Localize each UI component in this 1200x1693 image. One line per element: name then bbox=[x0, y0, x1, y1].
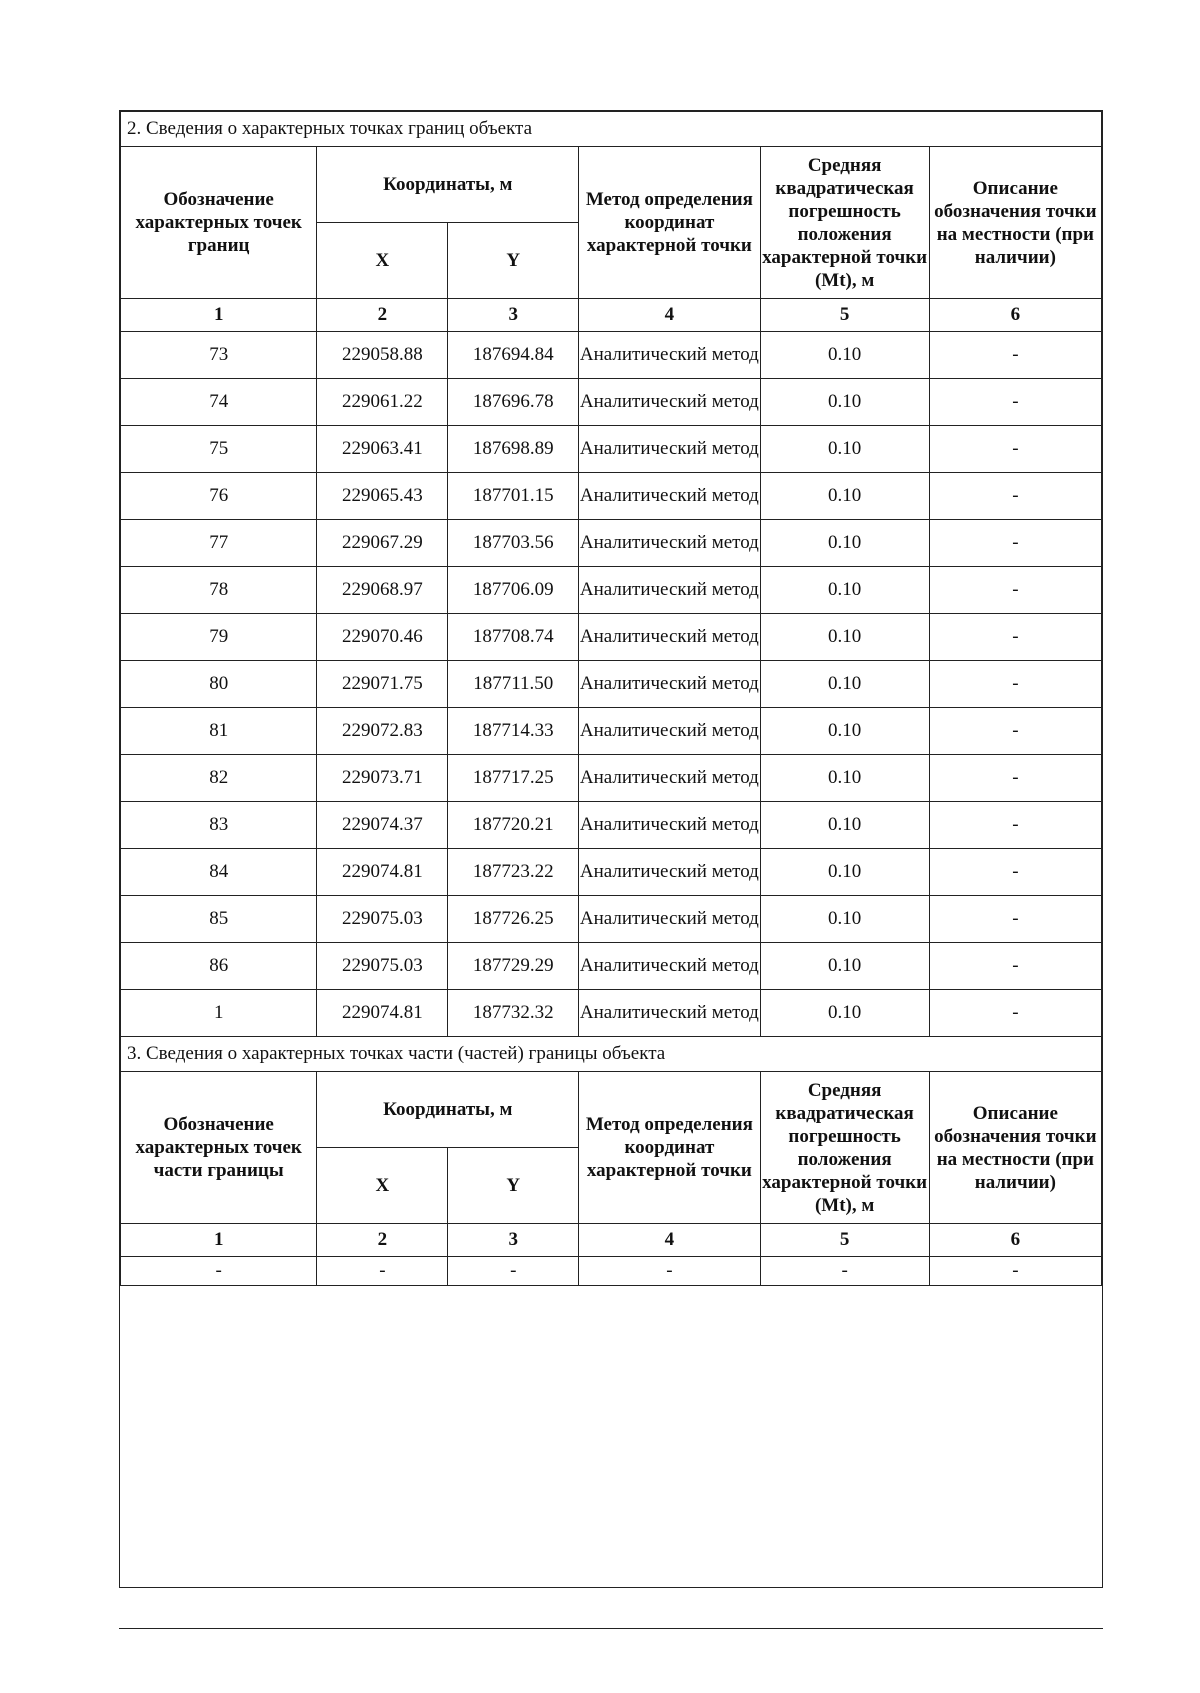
description: - bbox=[929, 473, 1101, 520]
coord-x: 229073.71 bbox=[317, 755, 448, 802]
coord-x: 229075.03 bbox=[317, 943, 448, 990]
error-value: 0.10 bbox=[760, 426, 929, 473]
method: Аналитический метод bbox=[579, 426, 760, 473]
coord-x: 229061.22 bbox=[317, 379, 448, 426]
header-method: Метод определения координат характерной точки bbox=[579, 1072, 760, 1224]
header-method: Метод определения координат характерной точки bbox=[579, 147, 760, 299]
coord-x: 229070.46 bbox=[317, 614, 448, 661]
coord-y: 187701.15 bbox=[448, 473, 579, 520]
table-row bbox=[121, 614, 1102, 661]
header-error: Средняя квадратическая погрешность положения характерной точки (Mt), м bbox=[760, 1072, 929, 1224]
coord-x: 229063.41 bbox=[317, 426, 448, 473]
section3-title: 3. Сведения о характерных точках части (частей) границы объекта bbox=[121, 1037, 1102, 1072]
method: Аналитический метод bbox=[579, 473, 760, 520]
method: Аналитический метод bbox=[579, 708, 760, 755]
error-value: 0.10 bbox=[760, 520, 929, 567]
coord-y: 187694.84 bbox=[448, 332, 579, 379]
table-row bbox=[121, 332, 1102, 379]
description: - bbox=[929, 802, 1101, 849]
coord-x: 229072.83 bbox=[317, 708, 448, 755]
method: Аналитический метод bbox=[579, 614, 760, 661]
description: - bbox=[929, 708, 1101, 755]
description: - bbox=[929, 379, 1101, 426]
coord-x: 229074.37 bbox=[317, 802, 448, 849]
description: - bbox=[929, 520, 1101, 567]
error-value: 0.10 bbox=[760, 379, 929, 426]
coord-y: 187729.29 bbox=[448, 943, 579, 990]
coord-y: 187732.32 bbox=[448, 990, 579, 1037]
description: - bbox=[929, 990, 1101, 1037]
method: Аналитический метод bbox=[579, 802, 760, 849]
coord-x: 229058.88 bbox=[317, 332, 448, 379]
colnum: 4 bbox=[579, 1224, 760, 1257]
table-row bbox=[121, 567, 1102, 614]
error-value: 0.10 bbox=[760, 802, 929, 849]
colnum: 2 bbox=[317, 1224, 448, 1257]
description: - bbox=[929, 896, 1101, 943]
coord-y: 187720.21 bbox=[448, 802, 579, 849]
header-x: X bbox=[317, 1148, 448, 1224]
document-frame bbox=[119, 110, 1103, 1588]
method: Аналитический метод bbox=[579, 332, 760, 379]
point-number: 81 bbox=[121, 708, 317, 755]
header-desc: Описание обозначения точки на местности (при наличии) bbox=[929, 147, 1101, 299]
point-number: 79 bbox=[121, 614, 317, 661]
coord-x: 229065.43 bbox=[317, 473, 448, 520]
method: Аналитический метод bbox=[579, 567, 760, 614]
error-value: 0.10 bbox=[760, 614, 929, 661]
description: - bbox=[929, 755, 1101, 802]
point-number: 82 bbox=[121, 755, 317, 802]
method: Аналитический метод bbox=[579, 520, 760, 567]
coord-y: 187696.78 bbox=[448, 379, 579, 426]
header-x: X bbox=[317, 223, 448, 299]
coord-x: 229067.29 bbox=[317, 520, 448, 567]
header-error: Средняя квадратическая погрешность положения характерной точки (Mt), м bbox=[760, 147, 929, 299]
description: - bbox=[929, 567, 1101, 614]
method: Аналитический метод bbox=[579, 379, 760, 426]
colnum: 6 bbox=[929, 299, 1101, 332]
error-value: 0.10 bbox=[760, 896, 929, 943]
error-value: 0.10 bbox=[760, 567, 929, 614]
coord-y: - bbox=[448, 1257, 579, 1286]
point-number: 84 bbox=[121, 849, 317, 896]
point-number: 80 bbox=[121, 661, 317, 708]
header-coords: Координаты, м bbox=[317, 1072, 579, 1148]
description: - bbox=[929, 1257, 1101, 1286]
coord-x: 229068.97 bbox=[317, 567, 448, 614]
table-row bbox=[121, 520, 1102, 567]
description: - bbox=[929, 661, 1101, 708]
section3-rows bbox=[121, 1257, 1102, 1286]
coord-y: 187711.50 bbox=[448, 661, 579, 708]
colnum: 3 bbox=[448, 1224, 579, 1257]
error-value: 0.10 bbox=[760, 332, 929, 379]
table-row bbox=[121, 473, 1102, 520]
point-number: 86 bbox=[121, 943, 317, 990]
description: - bbox=[929, 614, 1101, 661]
point-number: 78 bbox=[121, 567, 317, 614]
table-row bbox=[121, 896, 1102, 943]
header-desc: Описание обозначения точки на местности (при наличии) bbox=[929, 1072, 1101, 1224]
description: - bbox=[929, 943, 1101, 990]
column-number-row bbox=[121, 299, 1102, 332]
table-row bbox=[121, 379, 1102, 426]
method: Аналитический метод bbox=[579, 896, 760, 943]
error-value: 0.10 bbox=[760, 708, 929, 755]
description: - bbox=[929, 426, 1101, 473]
colnum: 6 bbox=[929, 1224, 1101, 1257]
points-table bbox=[120, 111, 1102, 1286]
description: - bbox=[929, 849, 1101, 896]
point-number: - bbox=[121, 1257, 317, 1286]
point-number: 1 bbox=[121, 990, 317, 1037]
colnum: 5 bbox=[760, 1224, 929, 1257]
table-row bbox=[121, 1257, 1102, 1286]
header-point: Обозначение характерных точек части границы bbox=[121, 1072, 317, 1224]
coord-y: 187708.74 bbox=[448, 614, 579, 661]
coord-y: 187726.25 bbox=[448, 896, 579, 943]
point-number: 77 bbox=[121, 520, 317, 567]
header-coords: Координаты, м bbox=[317, 147, 579, 223]
point-number: 83 bbox=[121, 802, 317, 849]
table-row bbox=[121, 802, 1102, 849]
coord-y: 187714.33 bbox=[448, 708, 579, 755]
header-y: Y bbox=[448, 223, 579, 299]
table-row bbox=[121, 755, 1102, 802]
coord-x: 229075.03 bbox=[317, 896, 448, 943]
error-value: 0.10 bbox=[760, 849, 929, 896]
method: Аналитический метод bbox=[579, 943, 760, 990]
point-number: 85 bbox=[121, 896, 317, 943]
colnum: 1 bbox=[121, 299, 317, 332]
footer-rule bbox=[119, 1628, 1103, 1629]
method: Аналитический метод bbox=[579, 849, 760, 896]
error-value: 0.10 bbox=[760, 943, 929, 990]
coord-y: 187723.22 bbox=[448, 849, 579, 896]
point-number: 75 bbox=[121, 426, 317, 473]
header-point: Обозначение характерных точек границ bbox=[121, 147, 317, 299]
header-y: Y bbox=[448, 1148, 579, 1224]
coord-x: - bbox=[317, 1257, 448, 1286]
colnum: 2 bbox=[317, 299, 448, 332]
coord-y: 187717.25 bbox=[448, 755, 579, 802]
coord-y: 187703.56 bbox=[448, 520, 579, 567]
colnum: 1 bbox=[121, 1224, 317, 1257]
colnum: 3 bbox=[448, 299, 579, 332]
error-value: 0.10 bbox=[760, 661, 929, 708]
section2-rows bbox=[121, 332, 1102, 1037]
coord-x: 229074.81 bbox=[317, 990, 448, 1037]
error-value: 0.10 bbox=[760, 755, 929, 802]
coord-x: 229074.81 bbox=[317, 849, 448, 896]
method: - bbox=[579, 1257, 760, 1286]
section2-title: 2. Сведения о характерных точках границ объекта bbox=[121, 112, 1102, 147]
method: Аналитический метод bbox=[579, 661, 760, 708]
table-row bbox=[121, 943, 1102, 990]
error-value: 0.10 bbox=[760, 990, 929, 1037]
column-number-row bbox=[121, 1224, 1102, 1257]
table-row bbox=[121, 661, 1102, 708]
table-row bbox=[121, 849, 1102, 896]
coord-y: 187698.89 bbox=[448, 426, 579, 473]
error-value: 0.10 bbox=[760, 473, 929, 520]
table-row bbox=[121, 990, 1102, 1037]
point-number: 76 bbox=[121, 473, 317, 520]
coord-y: 187706.09 bbox=[448, 567, 579, 614]
coord-x: 229071.75 bbox=[317, 661, 448, 708]
table-row bbox=[121, 708, 1102, 755]
table-row bbox=[121, 426, 1102, 473]
method: Аналитический метод bbox=[579, 990, 760, 1037]
description: - bbox=[929, 332, 1101, 379]
point-number: 74 bbox=[121, 379, 317, 426]
point-number: 73 bbox=[121, 332, 317, 379]
colnum: 4 bbox=[579, 299, 760, 332]
colnum: 5 bbox=[760, 299, 929, 332]
error-value: - bbox=[760, 1257, 929, 1286]
method: Аналитический метод bbox=[579, 755, 760, 802]
